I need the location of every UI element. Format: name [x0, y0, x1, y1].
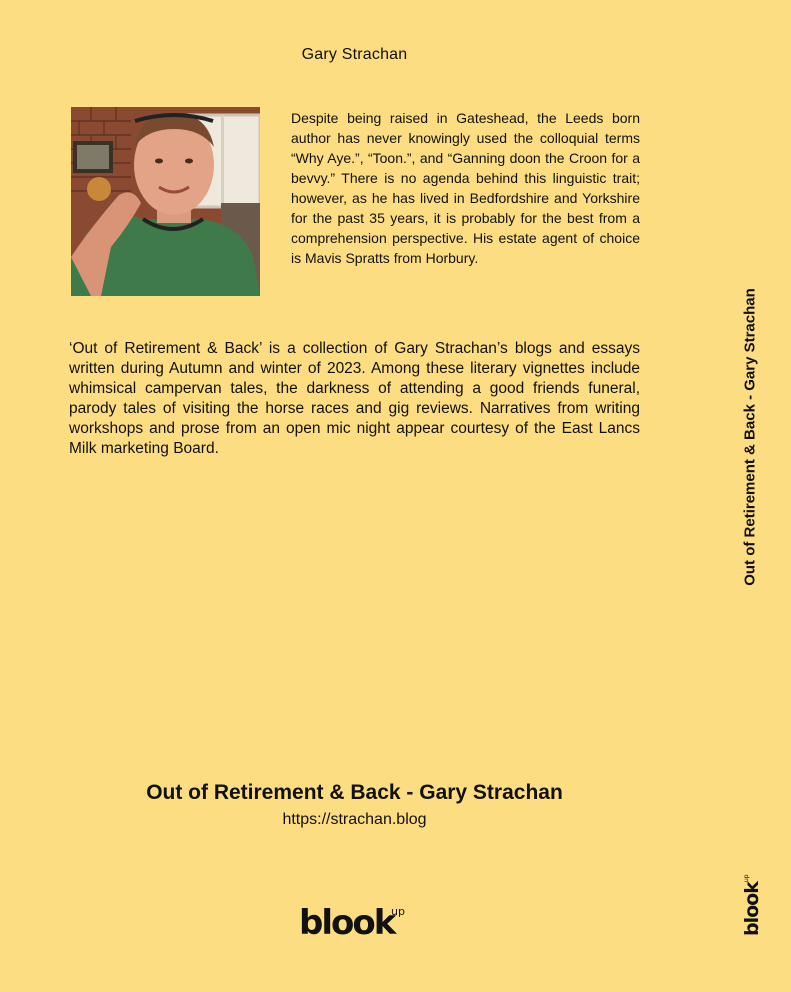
svg-text:blook: blook: [741, 882, 761, 936]
svg-text:up: up: [391, 905, 405, 918]
author-url: https://strachan.blog: [282, 811, 427, 828]
spine-blook-logo: [739, 872, 761, 938]
book-blurb: ‘Out of Retirement & Back’ is a collection of Gary Strachan’s blogs and essays written during Autumn and winter of 2023. Among these literary vignettes include whimsical campervan tales, the darkness of attending a good friends funeral, parody tales of visiting the horse races and gig reviews. Narratives from writing workshops and prose from an open mic night appear courtesy of the East Lancs Milk marketing Board.: [69, 340, 640, 457]
svg-text:blook: blook: [299, 903, 395, 938]
blook-logo: [299, 902, 411, 938]
author-photo: [71, 107, 260, 296]
spine-title: Out of Retirement & Back - Gary Strachan: [741, 288, 759, 586]
svg-text:up: up: [743, 874, 750, 882]
author-name: Gary Strachan: [301, 46, 408, 63]
book-title: Out of Retirement & Back - Gary Strachan: [146, 781, 563, 804]
spine: [739, 272, 761, 602]
author-bio: Despite being raised in Gateshead, the Leeds born author has never knowingly used the colloquial terms “Why Aye.”, “Toon.”, and “Ganning doon the Croon for a bevvy.” There is no agenda behind this linguistic trait; however, as he has lived in Bedfordshire and Yorkshire for the past 35 years, it is probably for the best from a comprehension perspective. His estate agent of choice is Mavis Spratts from Horbury.: [291, 110, 640, 266]
